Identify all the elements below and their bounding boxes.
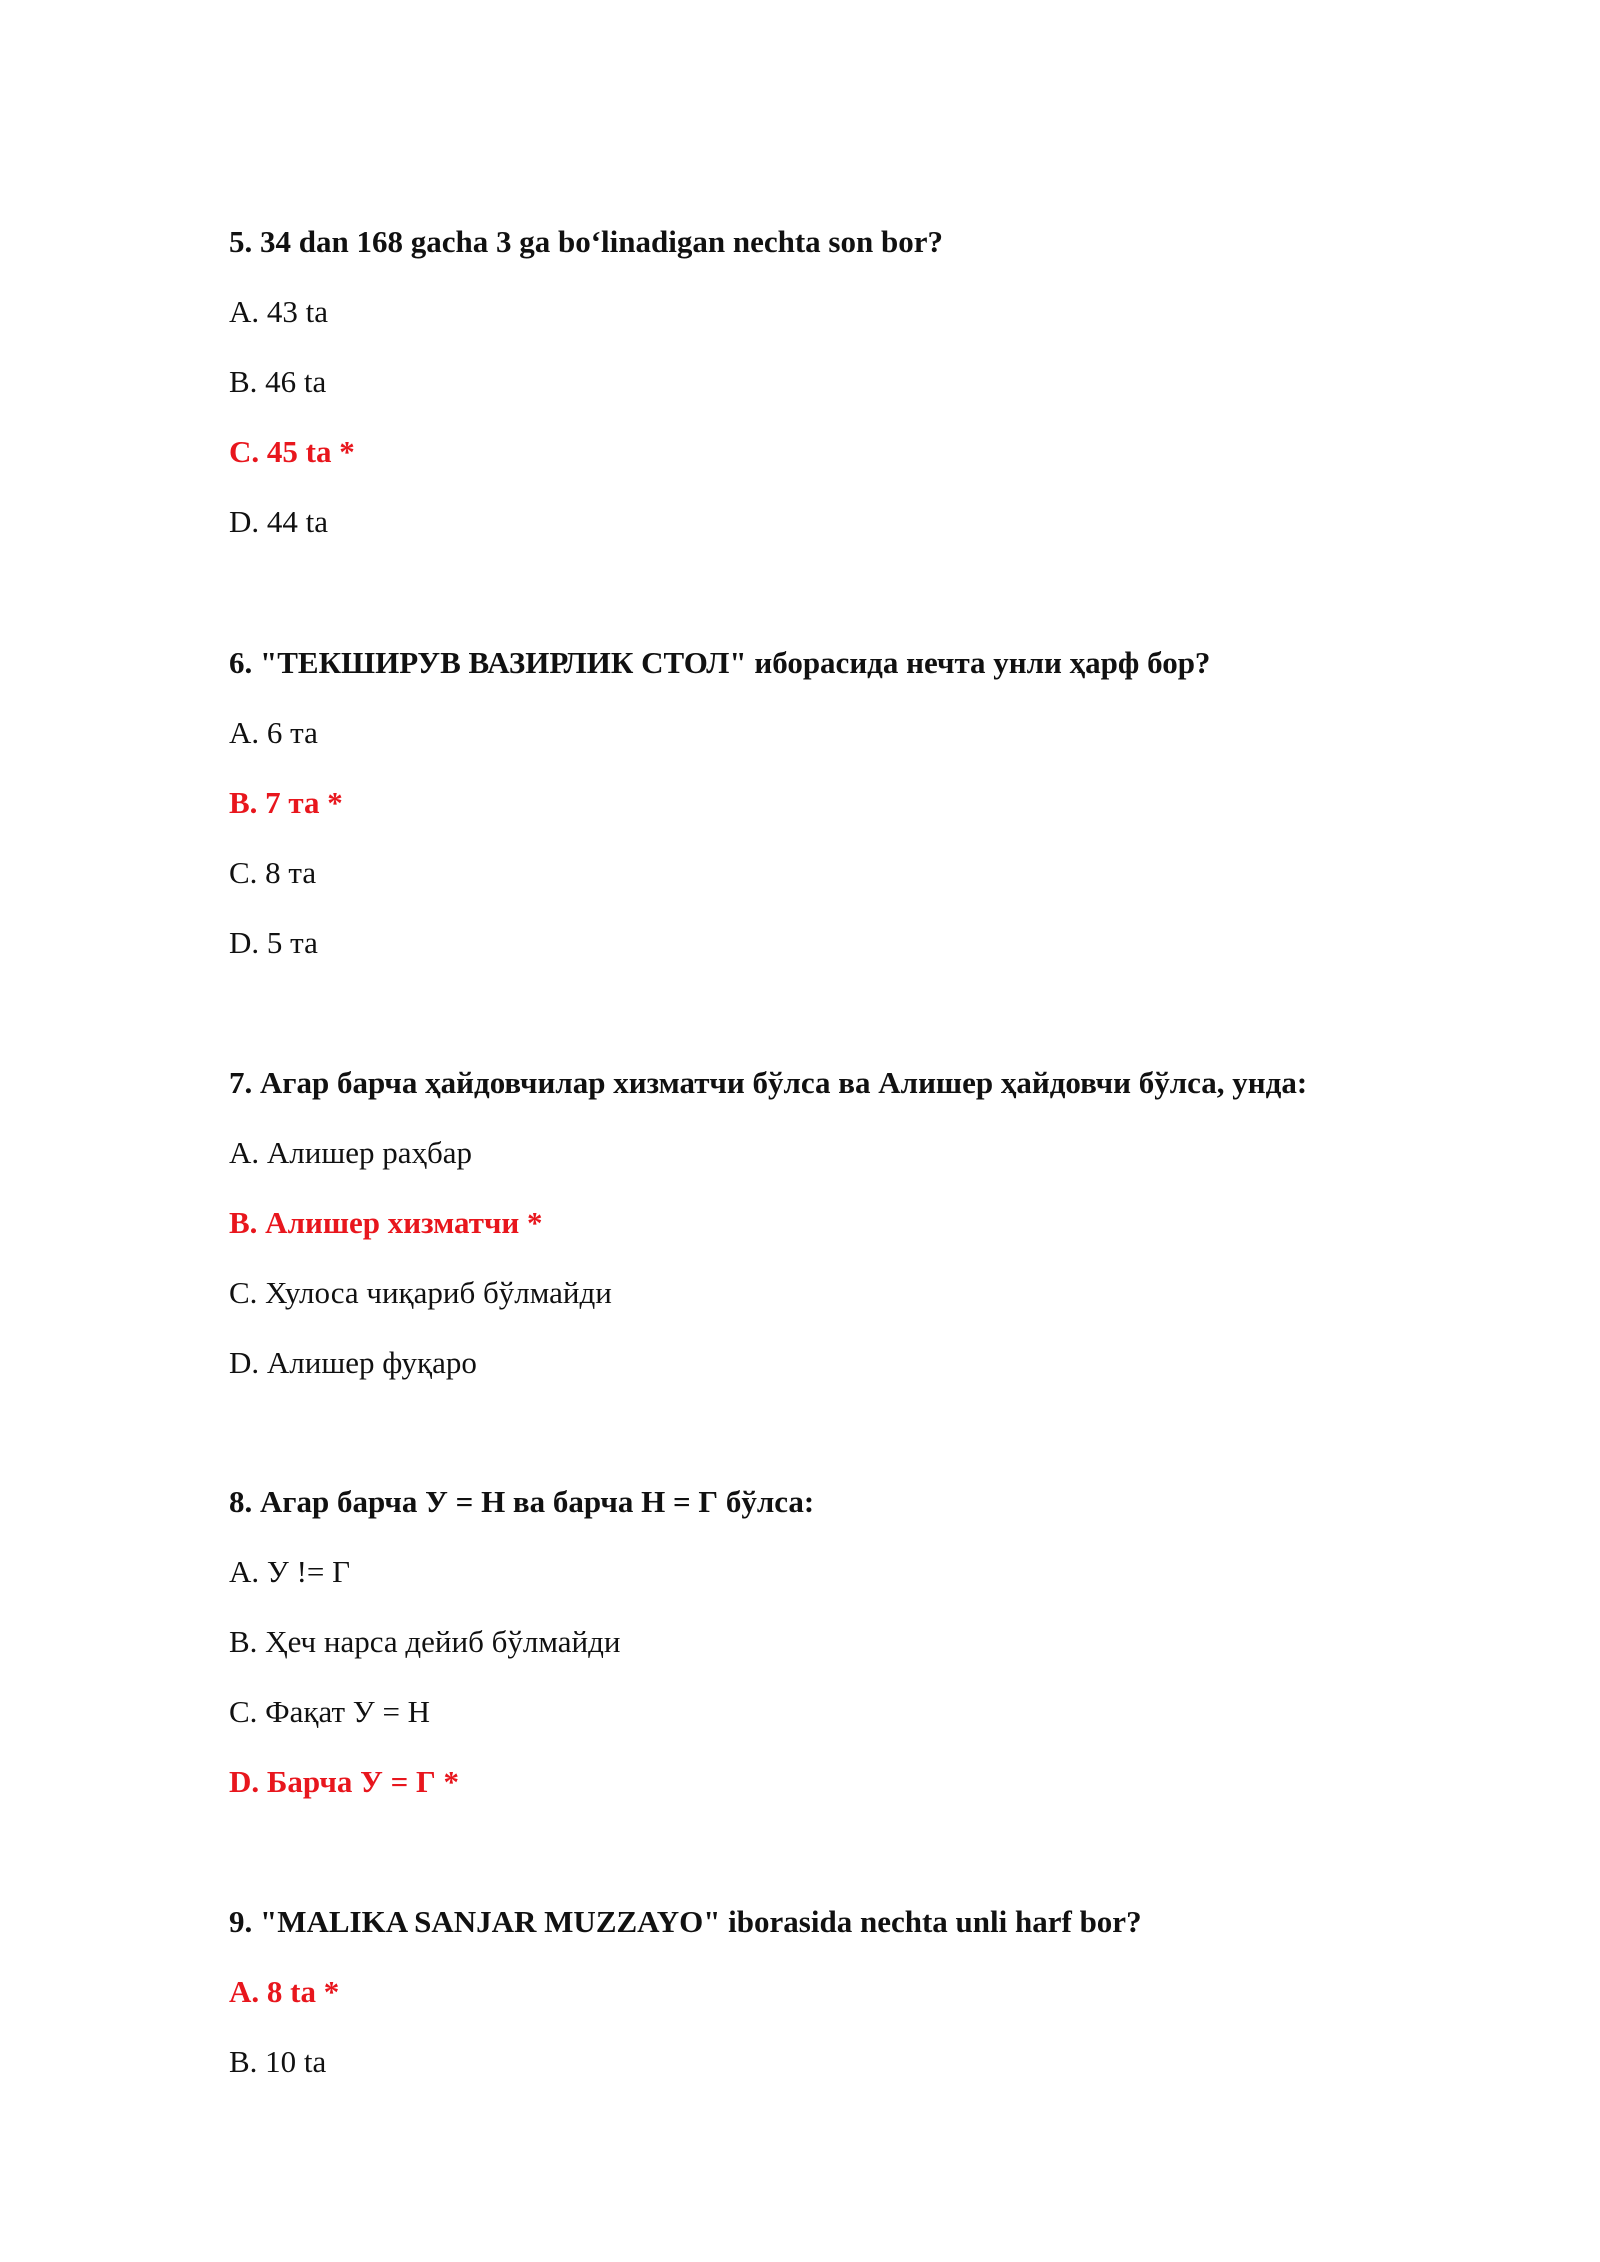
option-b: B. Ҳеч нарса дейиб бўлмайди [229, 1624, 621, 1659]
option-d: D. 44 ta [229, 504, 329, 539]
question-6 [229, 645, 1479, 961]
option-b: B. 10 ta [229, 2044, 327, 2079]
option-d: D. 5 та [229, 925, 318, 960]
question-5 [229, 224, 1479, 540]
option-c: C. Фақат У = Н [229, 1694, 431, 1729]
option-c-correct: C. 45 ta * [229, 434, 355, 469]
option-a: A. Алишер раҳбар [229, 1135, 473, 1170]
option-b-correct: B. Алишер хизматчи * [229, 1205, 543, 1240]
option-d-correct: D. Барча У = Г * [229, 1764, 459, 1799]
option-d: D. Алишер фуқаро [229, 1345, 477, 1380]
question-text: 5. 34 dan 168 gacha 3 ga bo‘linadigan nechta son bor? [229, 224, 943, 259]
option-b: B. 46 ta [229, 364, 327, 399]
option-b-correct: B. 7 та * [229, 785, 343, 820]
question-text: 8. Агар барча У = Н ва барча Н = Г бўлса: [229, 1484, 815, 1519]
option-a: A. 6 та [229, 715, 318, 750]
option-a-correct: A. 8 ta * [229, 1974, 340, 2009]
question-8 [229, 1484, 1479, 1800]
option-a: A. У != Г [229, 1554, 351, 1589]
option-c: C. 8 та [229, 855, 317, 890]
question-text: 7. Агар барча ҳайдовчилар хизматчи бўлса ва Алишер ҳайдовчи бўлса, унда: [229, 1065, 1308, 1100]
question-9 [229, 1904, 1479, 2080]
question-7 [229, 1065, 1479, 1381]
question-text: 6. "ТЕКШИРУВ ВАЗИРЛИК СТОЛ" иборасида нечта унли ҳарф бор? [229, 645, 1211, 680]
question-text: 9. "MALIKA SANJAR MUZZAYO" iborasida nechta unli harf bor? [229, 1904, 1142, 1939]
option-a: A. 43 ta [229, 294, 329, 329]
option-c: C. Хулоса чиқариб бўлмайди [229, 1275, 612, 1310]
